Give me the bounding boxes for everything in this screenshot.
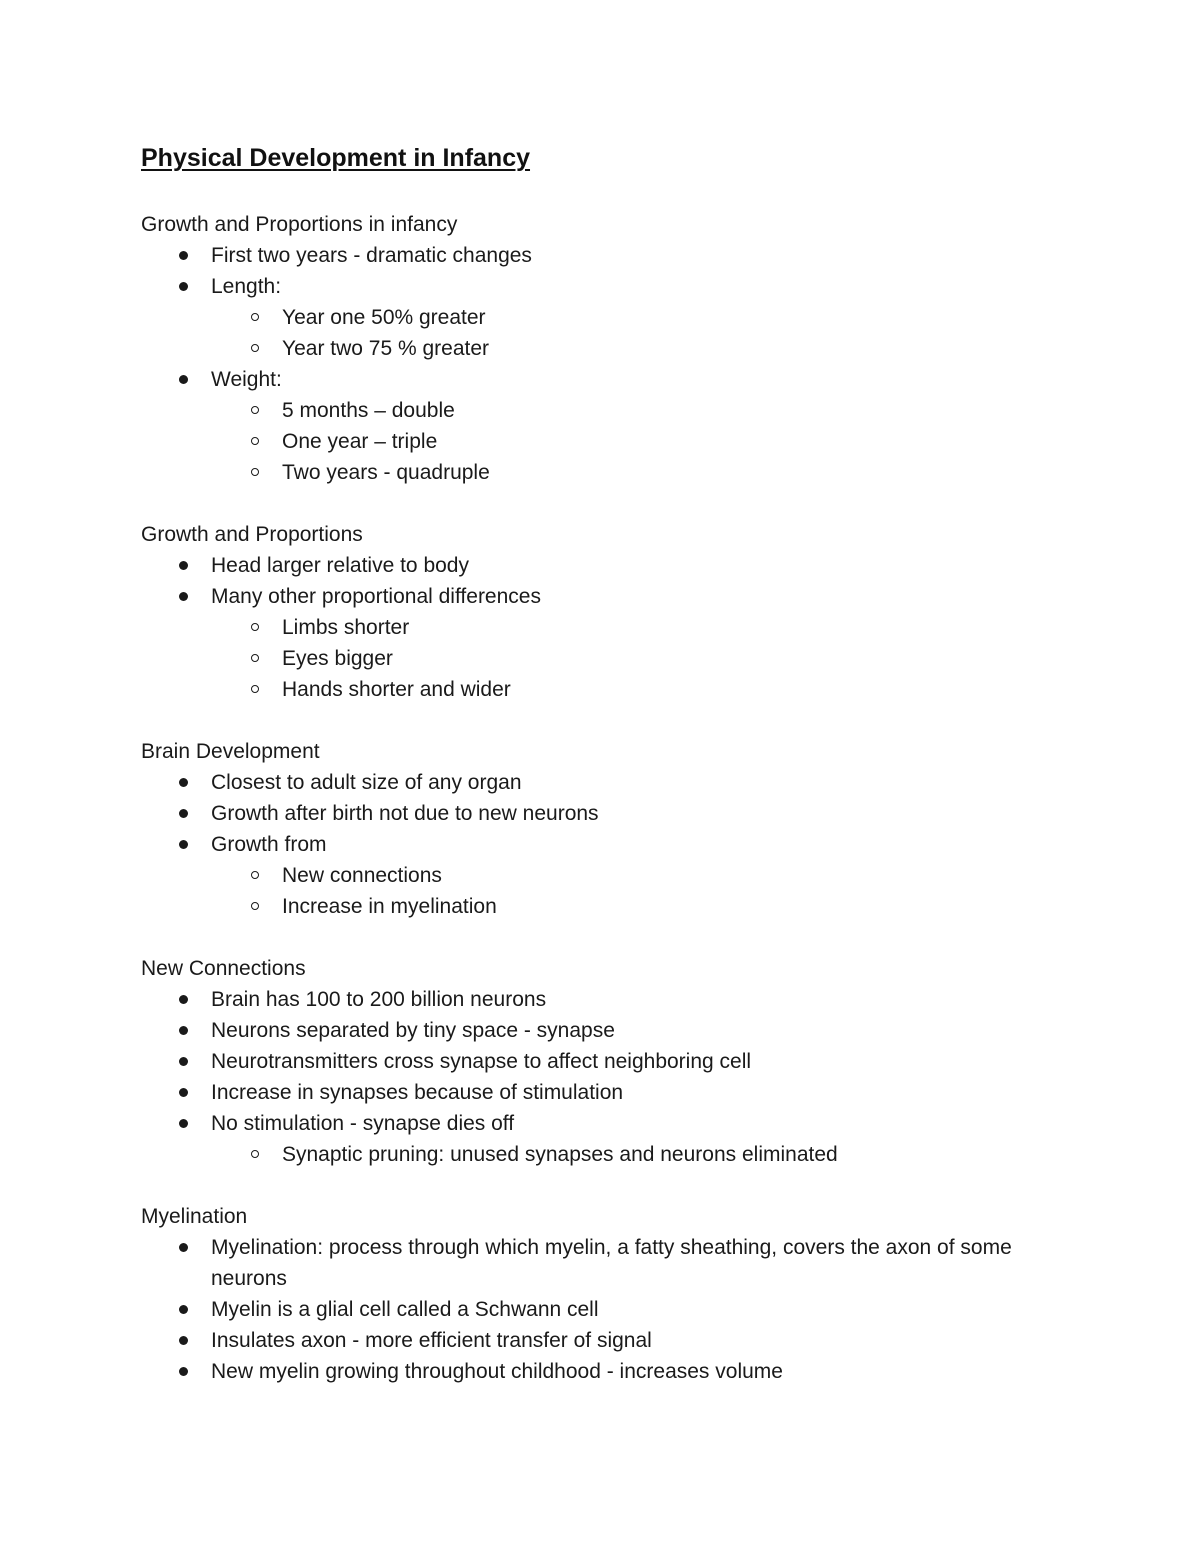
section: [141, 953, 1061, 1170]
list-item-text: First two years - dramatic changes: [211, 244, 532, 267]
sub-list-item-text: One year – triple: [282, 430, 438, 453]
hollow-bullet-icon: [251, 623, 259, 631]
section: [141, 1201, 1061, 1387]
sub-list-item-text: Year one 50% greater: [282, 306, 486, 329]
list-item-text: Growth from: [211, 833, 327, 856]
sub-list-item: [141, 457, 1061, 488]
sub-list-item: [141, 643, 1061, 674]
list-item-text: Growth after birth not due to new neurons: [211, 802, 599, 825]
sub-bullet-list: [211, 1139, 1061, 1170]
sub-list-item-text: Hands shorter and wider: [282, 678, 511, 701]
sub-list-item-text: Eyes bigger: [282, 647, 393, 670]
hollow-bullet-icon: [251, 902, 259, 910]
filled-bullet-icon: [179, 282, 188, 291]
list-item-text: Weight:: [211, 368, 282, 391]
section: [141, 519, 1061, 705]
list-item: [141, 1077, 1061, 1108]
list-item-text: Neurons separated by tiny space - synapse: [211, 1019, 615, 1042]
bullet-list: [141, 240, 1061, 488]
filled-bullet-icon: [179, 1367, 188, 1376]
list-item: [141, 767, 1061, 798]
list-item: [141, 1325, 1061, 1356]
section-heading: Growth and Proportions in infancy: [141, 213, 458, 236]
section: [141, 736, 1061, 922]
list-item: [141, 364, 1061, 488]
section-heading: Growth and Proportions: [141, 523, 363, 546]
sub-list-item-text: Synaptic pruning: unused synapses and neurons eliminated: [282, 1143, 838, 1166]
filled-bullet-icon: [179, 1088, 188, 1097]
section: [141, 209, 1061, 488]
list-item-text: Closest to adult size of any organ: [211, 771, 522, 794]
filled-bullet-icon: [179, 251, 188, 260]
hollow-bullet-icon: [251, 344, 259, 352]
sub-bullet-list: [211, 612, 1061, 705]
list-item: [141, 798, 1061, 829]
list-item: [141, 1108, 1061, 1170]
sub-bullet-list: [211, 395, 1061, 488]
list-item: [141, 240, 1061, 271]
filled-bullet-icon: [179, 809, 188, 818]
hollow-bullet-icon: [251, 468, 259, 476]
list-item-text: No stimulation - synapse dies off: [211, 1112, 515, 1135]
list-item-text: Brain has 100 to 200 billion neurons: [211, 988, 547, 1011]
list-item-text: Increase in synapses because of stimulation: [211, 1081, 624, 1104]
list-item: [141, 829, 1061, 922]
list-item: [141, 550, 1061, 581]
list-item: [141, 1046, 1061, 1077]
sub-list-item-text: Two years - quadruple: [282, 461, 490, 484]
filled-bullet-icon: [179, 840, 188, 849]
hollow-bullet-icon: [251, 654, 259, 662]
sub-list-item: [141, 426, 1061, 457]
hollow-bullet-icon: [251, 1150, 259, 1158]
list-item-text: Neurotransmitters cross synapse to affect neighboring cell: [211, 1050, 752, 1073]
filled-bullet-icon: [179, 1119, 188, 1128]
sub-list-item-text: Limbs shorter: [282, 616, 410, 639]
filled-bullet-icon: [179, 1243, 188, 1252]
sub-list-item-text: New connections: [282, 864, 442, 887]
sub-list-item: [141, 612, 1061, 643]
filled-bullet-icon: [179, 561, 188, 570]
bullet-list: [141, 984, 1061, 1170]
sub-bullet-list: [211, 302, 1061, 364]
sub-list-item-text: Increase in myelination: [282, 895, 497, 918]
sub-list-item: [141, 891, 1061, 922]
sub-list-item: [141, 860, 1061, 891]
hollow-bullet-icon: [251, 406, 259, 414]
sub-list-item: [141, 333, 1061, 364]
list-item-text: Many other proportional differences: [211, 585, 541, 608]
list-item-text: Myelination: process through which myelin, a fatty sheathing, covers the axon of some neurons: [211, 1236, 1012, 1290]
hollow-bullet-icon: [251, 437, 259, 445]
filled-bullet-icon: [179, 1305, 188, 1314]
section-heading: New Connections: [141, 957, 306, 980]
document-body: [141, 138, 1061, 1418]
bullet-list: [141, 1232, 1061, 1387]
sections-container: [141, 209, 1061, 1387]
hollow-bullet-icon: [251, 313, 259, 321]
hollow-bullet-icon: [251, 685, 259, 693]
bullet-list: [141, 767, 1061, 922]
hollow-bullet-icon: [251, 871, 259, 879]
list-item-text: Length:: [211, 275, 282, 298]
list-item-text: Insulates axon - more efficient transfer of signal: [211, 1329, 652, 1352]
filled-bullet-icon: [179, 1026, 188, 1035]
sub-list-item: [141, 395, 1061, 426]
list-item: [141, 1294, 1061, 1325]
section-heading: Myelination: [141, 1205, 248, 1228]
bullet-list: [141, 550, 1061, 705]
filled-bullet-icon: [179, 995, 188, 1004]
list-item: [141, 581, 1061, 705]
sub-bullet-list: [211, 860, 1061, 922]
list-item: [141, 271, 1061, 364]
list-item: [141, 1356, 1061, 1387]
list-item-text: New myelin growing throughout childhood - increases volume: [211, 1360, 783, 1383]
filled-bullet-icon: [179, 1336, 188, 1345]
filled-bullet-icon: [179, 592, 188, 601]
sub-list-item: [141, 1139, 1061, 1170]
list-item: [141, 1015, 1061, 1046]
sub-list-item-text: Year two 75 % greater: [282, 337, 490, 360]
list-item: [141, 1232, 1061, 1294]
section-heading: Brain Development: [141, 740, 320, 763]
sub-list-item-text: 5 months – double: [282, 399, 455, 422]
sub-list-item: [141, 302, 1061, 333]
filled-bullet-icon: [179, 778, 188, 787]
filled-bullet-icon: [179, 1057, 188, 1066]
sub-list-item: [141, 674, 1061, 705]
list-item-text: Myelin is a glial cell called a Schwann cell: [211, 1298, 599, 1321]
list-item-text: Head larger relative to body: [211, 554, 469, 577]
page-title: Physical Development in Infancy: [141, 144, 531, 172]
filled-bullet-icon: [179, 375, 188, 384]
list-item: [141, 984, 1061, 1015]
